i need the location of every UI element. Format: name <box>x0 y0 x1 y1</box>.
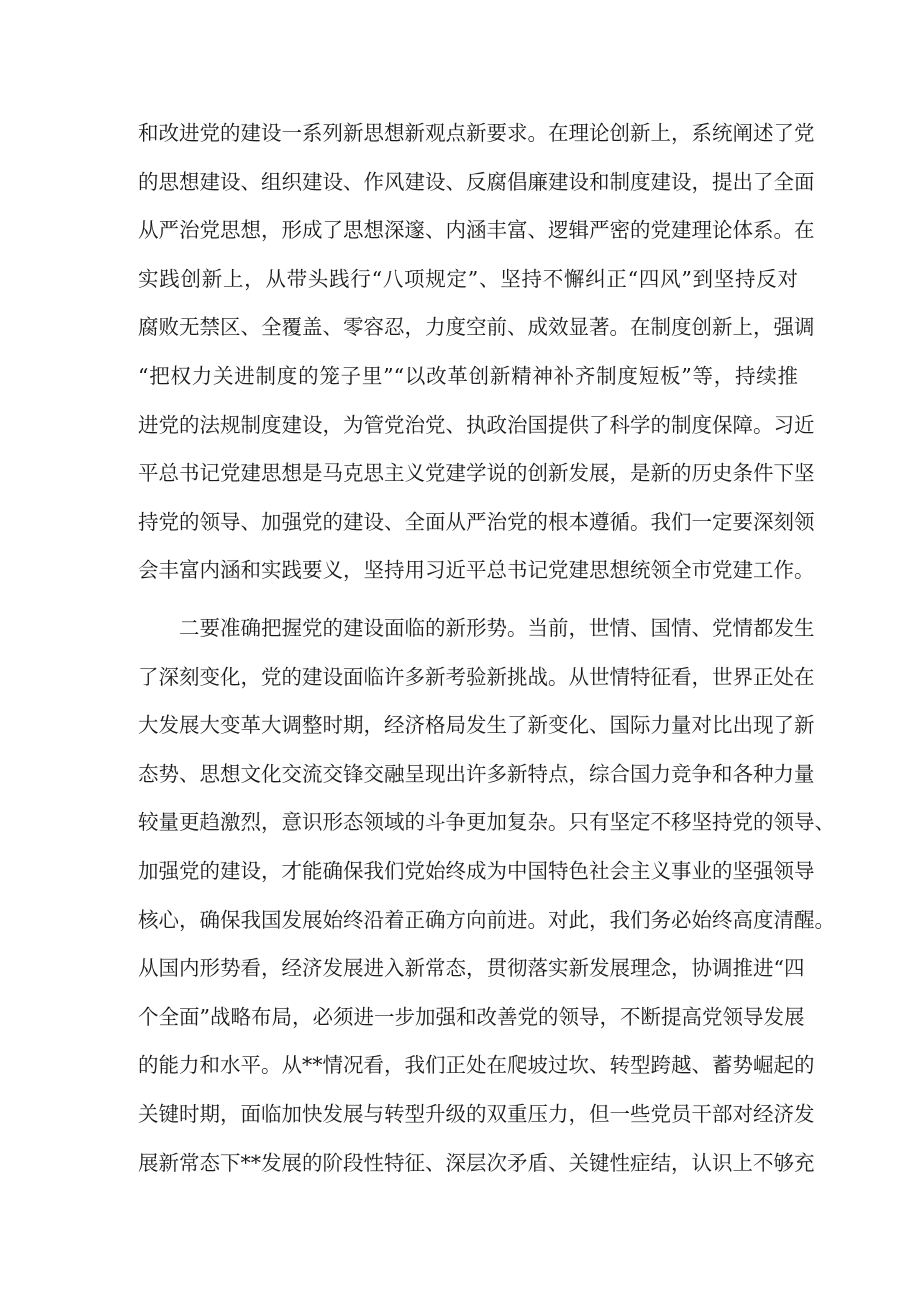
text-line: 加强党的建设，才能确保我们党始终成为中国特色社会主义事业的坚强领导 <box>138 858 815 883</box>
text-line: 大发展大变革大调整时期，经济格局发生了新变化、国际力量对比出现了新 <box>138 713 815 738</box>
text-line: 实践创新上，从带头践行“八项规定”、坚持不懈纠正“四风”到坚持反对 <box>138 266 798 291</box>
text-line: 进党的法规制度建设，为管党治党、执政治国提供了科学的制度保障。习近 <box>138 412 815 437</box>
text-line: 持党的领导、加强党的建设、全面从严治党的根本遵循。我们一定要深刻领 <box>138 509 815 534</box>
text-line: 核心，确保我国发展始终沿着正确方向前进。对此，我们务必始终高度清醒。 <box>138 907 835 932</box>
text-line: 二要准确把握党的建设面临的新形势。当前，世情、国情、党情都发生 <box>179 616 815 640</box>
text-line: “把权力关进制度的笼子里”“以改革创新精神补齐制度短板”等，持续推 <box>138 363 798 388</box>
text-line: 从国内形势看，经济发展进入新常态，贯彻落实新发展理念，协调推进“四 <box>138 956 805 981</box>
text-line: 平总书记党建思想是马克思主义党建学说的创新发展，是新的历史条件下坚 <box>138 461 815 486</box>
text-line: 的思想建设、组织建设、作风建设、反腐倡廉建设和制度建设，提出了全面 <box>138 169 815 194</box>
paragraph-theory-practice-innovation <box>138 109 815 595</box>
text-line: 个全面”战略布局，必须进一步加强和改善党的领导，不断提高党领导发展 <box>138 1004 805 1029</box>
paragraph-new-situation <box>138 604 835 1187</box>
text-line: 和改进党的建设一系列新思想新观点新要求。在理论创新上，系统阐述了党 <box>138 121 815 145</box>
text-line: 会丰富内涵和实践要义，坚持用习近平总书记党建思想统领全市党建工作。 <box>138 558 815 583</box>
text-line: 态势、思想文化交流交锋交融呈现出许多新特点，综合国力竞争和各种力量 <box>138 761 815 786</box>
text-line: 了深刻变化，党的建设面临许多新考验新挑战。从世情特征看，世界正处在 <box>138 664 815 689</box>
text-line: 关键时期，面临加快发展与转型升级的双重压力，但一些党员干部对经济发 <box>138 1101 815 1126</box>
text-line: 腐败无禁区、全覆盖、零容忍，力度空前、成效显著。在制度创新上，强调 <box>138 315 815 340</box>
text-line: 较量更趋激烈，意识形态领域的斗争更加复杂。只有坚定不移坚持党的领导、 <box>138 810 835 835</box>
text-line: 的能力和水平。从**情况看，我们正处在爬坡过坎、转型跨越、蓄势崛起的 <box>138 1053 815 1078</box>
text-line: 展新常态下**发展的阶段性特征、深层次矛盾、关键性症结，认识上不够充 <box>138 1150 815 1175</box>
text-line: 从严治党思想，形成了思想深邃、内涵丰富、逻辑严密的党建理论体系。在 <box>138 218 815 243</box>
